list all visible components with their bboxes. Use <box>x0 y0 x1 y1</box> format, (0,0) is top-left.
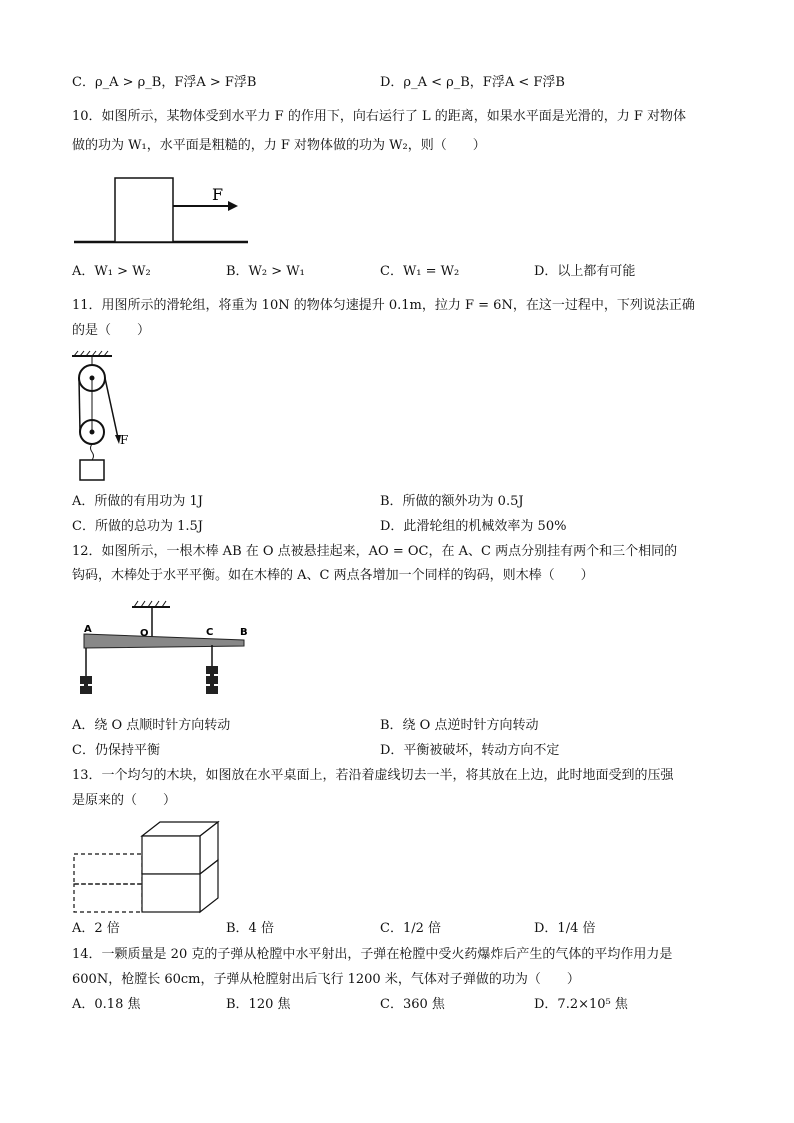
q10-option-c: C．W₁ = W₂ <box>380 264 460 279</box>
q13-option-b: B．4 倍 <box>226 921 274 936</box>
pull-force-label: F <box>120 433 129 447</box>
q14-option-d: D．7.2×10⁵ 焦 <box>534 997 628 1012</box>
q14-option-b: B．120 焦 <box>226 997 291 1012</box>
svg-text:C: C <box>206 627 214 638</box>
svg-text:O: O <box>140 628 149 639</box>
q11-stem-line1: 11．用图所示的滑轮组，将重为 10N 的物体匀速提升 0.1m，拉力 F = 6N，在这一过程中，下列说法正确 <box>72 298 695 313</box>
q11-option-a: A．所做的有用功为 1J <box>72 494 204 509</box>
q10-option-b: B．W₂ > W₁ <box>226 264 305 279</box>
q14-option-a: A．0.18 焦 <box>72 997 141 1012</box>
q10-stem-line1: 10．如图所示，某物体受到水平力 F 的作用下，向右运行了 L 的距离，如果水平面是光滑的，力 F 对物体 <box>72 109 687 124</box>
q13-option-a: A．2 倍 <box>72 921 120 936</box>
q11-stem-line2: 的是（ ） <box>72 323 151 338</box>
weights-at-c <box>206 666 218 694</box>
q14-option-c: C．360 焦 <box>380 997 445 1012</box>
q12-option-d: D．平衡被破坏，转动方向不定 <box>380 743 560 758</box>
q12-option-a: A．绕 O 点顺时针方向转动 <box>72 718 231 733</box>
force-arrowhead <box>228 201 238 211</box>
q13-block-figure <box>70 818 226 916</box>
wooden-stick <box>84 634 244 648</box>
q10-figure <box>70 170 250 246</box>
q11-option-b: B．所做的额外功为 0.5J <box>380 494 524 509</box>
bottom-block-front <box>142 874 200 912</box>
q10-option-a: A．W₁ > W₂ <box>72 264 151 279</box>
q12-stem-line2: 钩码，木棒处于水平平衡。如在木棒的 A、C 两点各增加一个同样的钩码，则木棒（ ） <box>72 568 594 583</box>
q14-stem-line1: 14．一颗质量是 20 克的子弹从枪膛中水平射出，子弹在枪膛中受火药爆炸后产生的气体的平均作用力是 <box>72 947 673 962</box>
weights-at-a <box>80 676 92 694</box>
q11-option-d: D．此滑轮组的机械效率为 50% <box>380 519 567 534</box>
q11-option-c: C．所做的总功为 1.5J <box>72 519 203 534</box>
svg-text:A: A <box>84 624 92 635</box>
q10-stem-line2: 做的功为 W₁，水平面是粗糙的，力 F 对物体做的功为 W₂，则（ ） <box>72 138 486 153</box>
q12-option-c: C．仍保持平衡 <box>72 743 160 758</box>
block <box>115 178 173 242</box>
force-label: F <box>212 185 224 204</box>
q12-option-b: B．绕 O 点逆时针方向转动 <box>380 718 539 733</box>
q12-stem-line1: 12．如图所示，一根木棒 AB 在 O 点被悬挂起来，AO = OC，在 A、C 两点分别挂有两个和三个相同的 <box>72 544 678 559</box>
q12-lever-figure <box>76 600 256 704</box>
top-block-front <box>142 836 200 874</box>
q13-stem-line1: 13．一个均匀的木块，如图放在水平桌面上，若沿着虚线切去一半，将其放在上边，此时地面受到的压强 <box>72 768 674 783</box>
q13-stem-line2: 是原来的（ ） <box>72 793 177 808</box>
q9-option-c: C．ρ_A > ρ_B，F浮A > F浮B <box>72 75 257 90</box>
q10-option-d: D．以上都有可能 <box>534 264 636 279</box>
q14-stem-line2: 600N，枪膛长 60cm，子弹从枪膛射出后飞行 1200 米，气体对子弹做的功为（ ） <box>72 972 580 987</box>
q11-pulley-figure <box>70 350 140 486</box>
q9-option-d: D．ρ_A < ρ_B，F浮A < F浮B <box>380 75 565 90</box>
load-block <box>80 460 104 480</box>
q13-option-d: D．1/4 倍 <box>534 921 596 936</box>
q13-option-c: C．1/2 倍 <box>380 921 442 936</box>
svg-text:B: B <box>240 627 248 638</box>
